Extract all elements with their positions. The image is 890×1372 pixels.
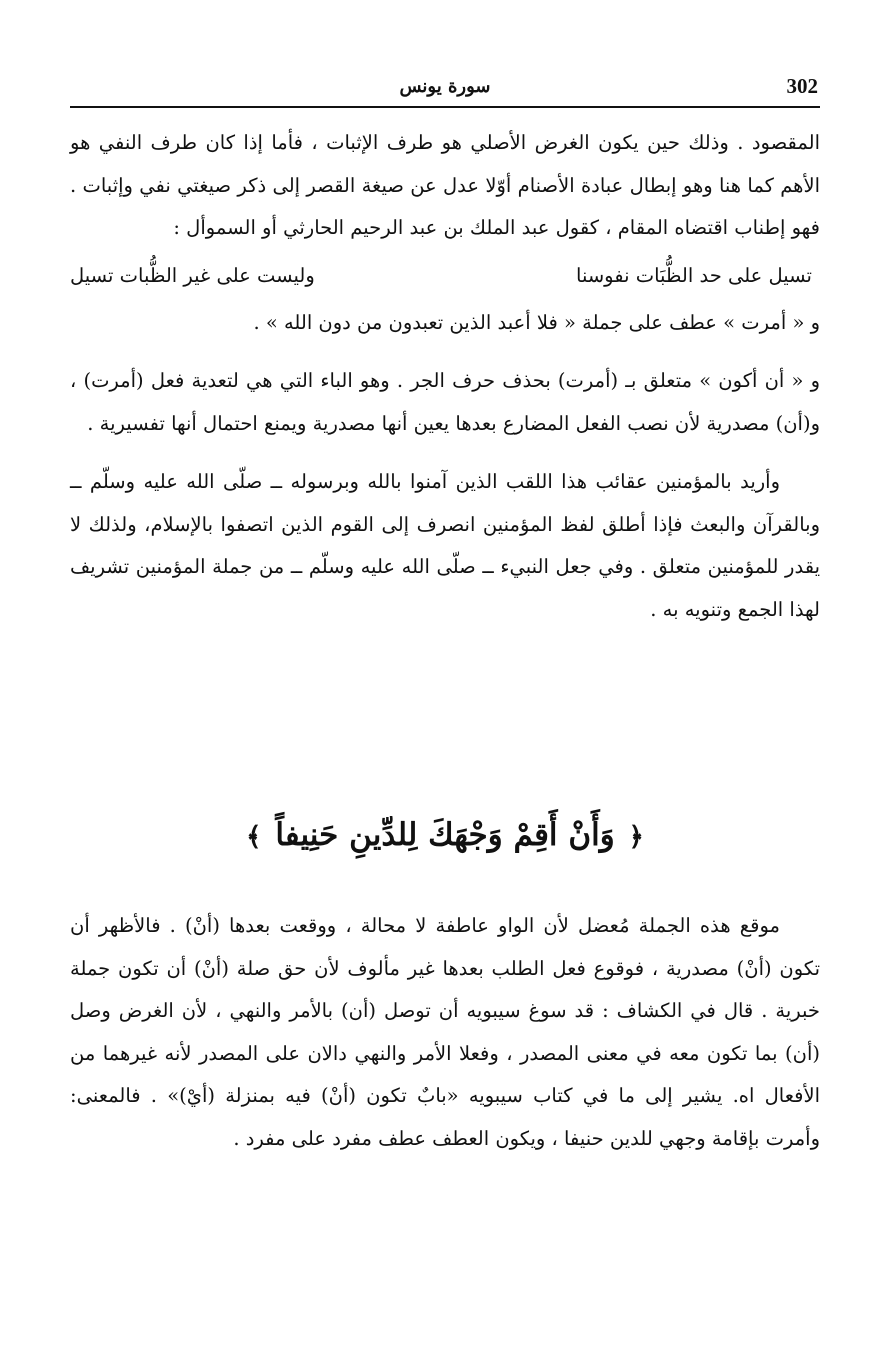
ornate-bracket-close: ﴾ [246,822,262,852]
paragraph-3: و « أن أكون » متعلق بـ (أمرت) بحذف حرف الجر . وهو الباء التي هي لتعدية فعل (أمرت) ، و(أن) مصدرية لأن نصب الفعل المضارع بعدها يعين أنها مصدرية ويمنع احتمال أنها تفسيرية . [70,369,820,435]
ornate-bracket-open: ﴿ [628,822,644,852]
page-header [70,72,820,108]
paragraph-5: موقع هذه الجملة مُعضل لأن الواو عاطفة لا محالة ، ووقعت بعدها (أنْ) . فالأظهر أن تكون (أنْ) مصدرية ، فوقوع فعل الطلب بعدها غير مألوف لأن حق صلة (أنْ) أن تكون جملة خبرية . قال في الكشاف : قد سوغ سيبويه أن توصل (أن) بالأمر والنهي ، لأن الغرض وصل (أن) بما تكون معه في معنى المصدر ، وفعلا الأمر والنهي دالان على المصدر لأنه غيرهما من الأفعال اه. يشير إلى ما في كتاب سيبويه «بابٌ تكون (أنْ) فيه بمنزلة (أيْ)» . فالمعنى: وأمرت بإقامة وجهي للدين حنيفا ، ويكون العطف عطف مفرد على مفرد . [70,914,820,1150]
poetry-verse [70,250,820,302]
page-number: 302 [786,74,818,98]
commentary-section-1 [70,122,820,631]
paragraph-4: وأريد بالمؤمنين عقائب هذا اللقب الذين آمنوا بالله وبرسوله ــ صلّى الله عليه وسلّم ــ وبالقرآن والبعث فإذا أطلق لفظ المؤمنين انصرف إلى القوم الذين اتصفوا بالإسلام، ولذلك لا يقدر للمؤمنين متعلق . وفي جعل النبيء ــ صلّى الله عليه وسلّم ــ من جملة المؤمنين تشريف لهذا الجمع وتنويه به . [70,470,820,621]
quran-verse-text: وَأَنْ أَقِمْ وَجْهَكَ لِلدِّينِ حَنِيفاً [275,817,615,853]
paragraph-1: المقصود . وذلك حين يكون الغرض الأصلي هو طرف الإثبات ، فأما إذا كان طرف النفي هو الأهم كما هنا وهو إبطال عبادة الأصنام أوّلا عدل عن صيغة القصر إلى ذكر صيغتي نفي وإثبات . فهو إطناب اقتضاه المقام ، كقول عبد الملك بن عبد الرحيم الحارثي أو السموأل : [70,131,820,239]
paragraph-2: و « أمرت » عطف على جملة « فلا أعبد الذين تعبدون من دون الله » . [253,310,820,334]
verse-second-hemistich: وليست على غير الظُّبات تسيل [70,263,315,287]
quran-verse-heading [70,805,820,867]
verse-first-hemistich: تسيل على حد الظُّبَات نفوسنا [576,263,812,287]
commentary-section-2 [70,905,820,1160]
running-title: سورة يونس [399,76,491,97]
